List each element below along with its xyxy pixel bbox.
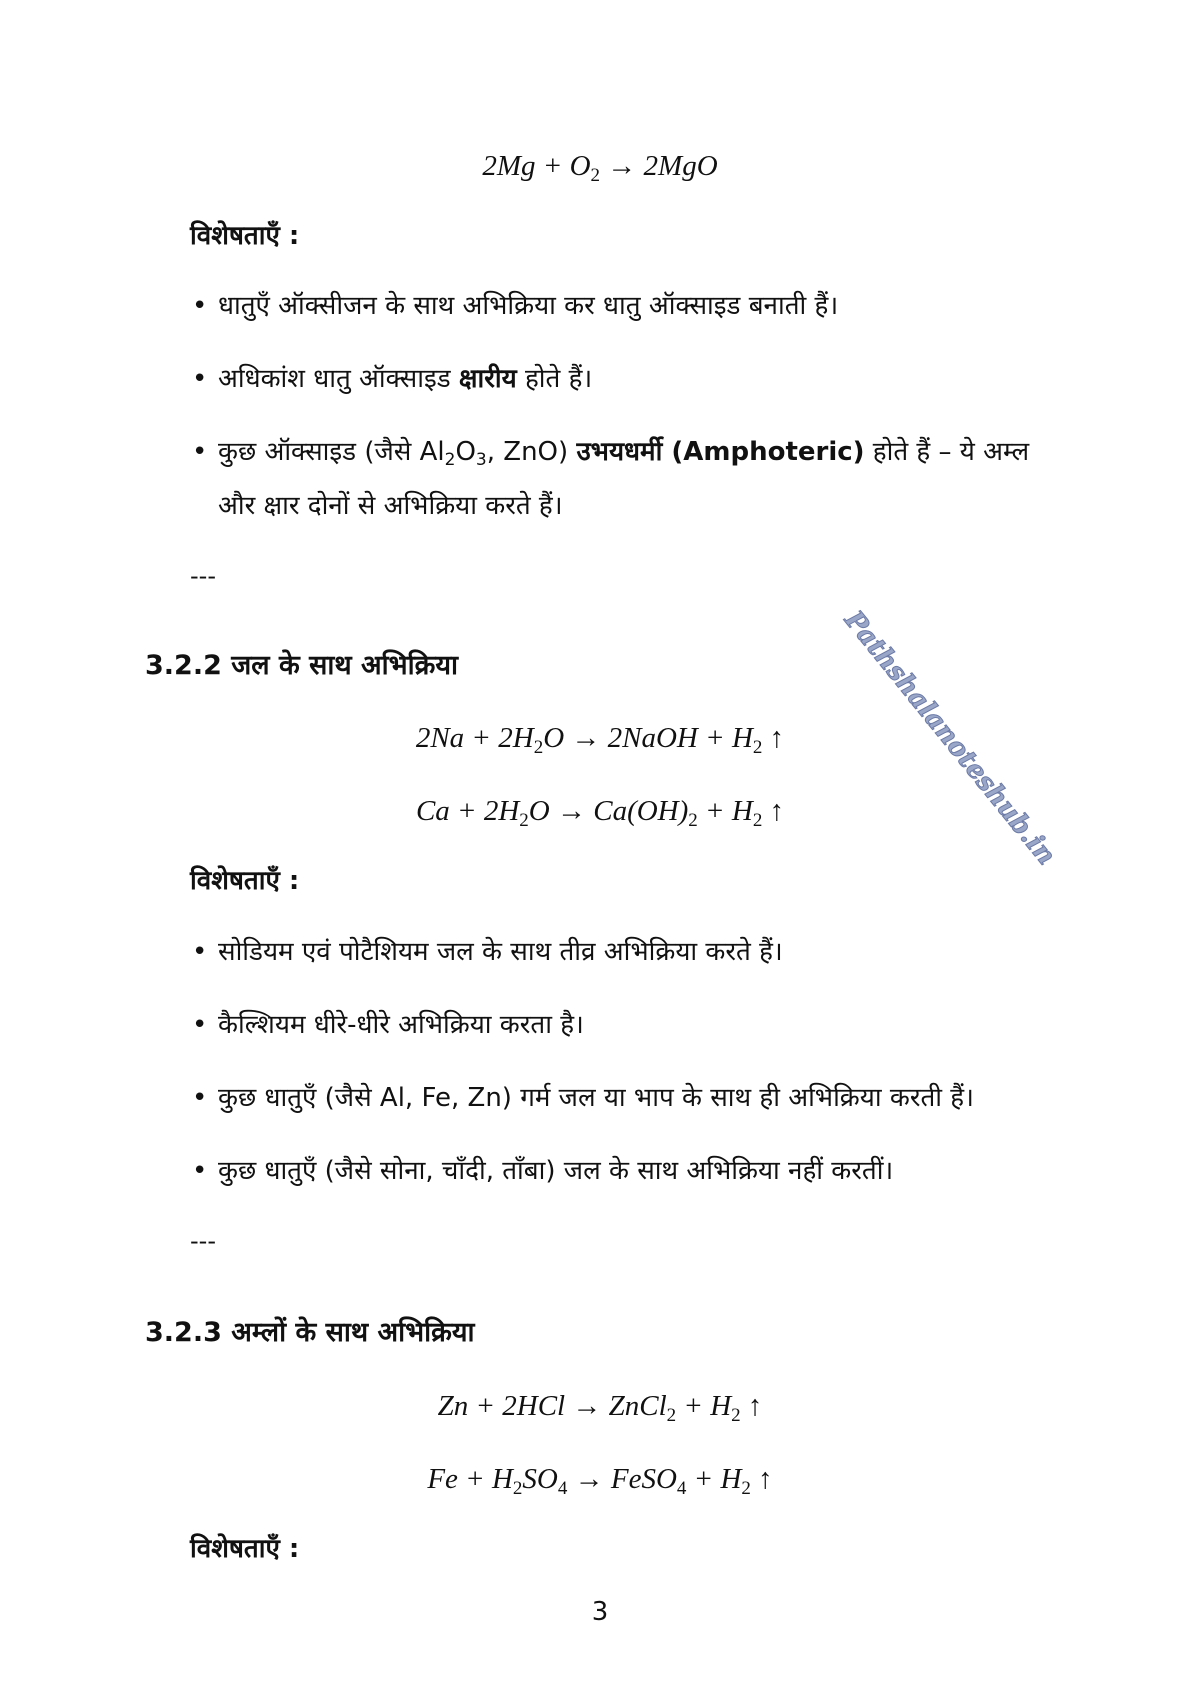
separator: --- (190, 562, 216, 590)
bullet: • (192, 1010, 208, 1040)
bold-text: उभयधर्मी (Amphoteric) (576, 437, 865, 467)
text-segment: Fe + H (427, 1463, 513, 1495)
text-segment: ↑ (762, 795, 785, 827)
text-segment: और क्षार दोनों से अभिक्रिया करते हैं। (218, 491, 563, 521)
list-item-text (218, 1153, 893, 1189)
features-heading: विशेषताएँ : (190, 866, 300, 896)
bullet: • (192, 1083, 208, 1113)
features-heading: विशेषताएँ : (190, 221, 300, 251)
text-segment: कैल्शियम धीरे-धीरे अभिक्रिया करता है। (218, 1010, 584, 1040)
text-segment: होते हैं। (516, 364, 593, 394)
text-segment: SO (522, 1463, 558, 1495)
subscript: 2 (752, 737, 763, 758)
list-item-text (218, 434, 1029, 470)
text-segment: 2Mg + O (482, 150, 591, 182)
text-segment: + H (676, 1390, 732, 1422)
subscript: 2 (512, 1478, 523, 1499)
text-segment: धातुएँ ऑक्सीजन के साथ अभिक्रिया कर धातु ऑक्साइड बनाती हैं। (218, 291, 839, 321)
subscript: 3 (475, 450, 487, 470)
subscript: 4 (557, 1478, 568, 1499)
subscript: 2 (590, 165, 601, 186)
bullet: • (192, 437, 208, 467)
subscript: 2 (752, 810, 763, 831)
bullet: • (192, 937, 208, 967)
list-item-text (218, 1080, 974, 1116)
text-segment: O → Ca(OH) (528, 795, 689, 827)
watermark-logo: Pathshalanoteshub.in (838, 605, 1062, 871)
text-segment: सोडियम एवं पोटैशियम जल के साथ तीव्र अभिक्रिया करते हैं। (218, 937, 783, 967)
text-segment: ↑ (762, 722, 785, 754)
subscript: 2 (688, 810, 698, 831)
text-segment: 2Na + 2H (415, 722, 534, 754)
equation-mg (0, 148, 1200, 184)
bold-text: क्षारीय (458, 364, 517, 394)
equation-zn (0, 1388, 1200, 1424)
text-segment: अधिकांश धातु ऑक्साइड (218, 364, 459, 394)
text-segment: O → 2NaOH + H (543, 722, 753, 754)
bullet: • (192, 1156, 208, 1186)
list-item-text (218, 488, 563, 524)
text-segment: कुछ धातुएँ (जैसे सोना, चाँदी, ताँबा) जल के साथ अभिक्रिया नहीं करतीं। (218, 1156, 894, 1186)
text-segment: कुछ ऑक्साइड (जैसे Al (218, 437, 445, 467)
equation-na (0, 720, 1200, 756)
text-segment: + H (697, 795, 753, 827)
text-segment: → 2MgO (600, 150, 718, 182)
subscript: 2 (666, 1405, 677, 1426)
text-segment: Ca + 2H (415, 795, 520, 827)
features-heading: विशेषताएँ : (190, 1534, 300, 1564)
text-segment: → FeSO (567, 1463, 677, 1495)
subscript: 2 (533, 737, 544, 758)
section-heading: 3.2.2 जल के साथ अभिक्रिया (145, 650, 459, 681)
text-segment: Zn + 2HCl → ZnCl (437, 1390, 667, 1422)
list-item-text (218, 1007, 584, 1043)
equation-fe (0, 1461, 1200, 1497)
section-heading: 3.2.3 अम्लों के साथ अभिक्रिया (145, 1317, 475, 1348)
page-number: 3 (591, 1597, 609, 1627)
list-item-text (218, 288, 838, 324)
text-segment: कुछ धातुएँ (जैसे Al, Fe, Zn) गर्म जल या भाप के साथ ही अभिक्रिया करती हैं। (218, 1083, 974, 1113)
text-segment: + H (686, 1463, 742, 1495)
separator: --- (190, 1227, 216, 1255)
text-segment: O (455, 437, 476, 467)
list-item-text (218, 361, 592, 397)
text-segment: , ZnO) (486, 437, 577, 467)
text-segment: होते हैं – ये अम्ल (864, 437, 1030, 467)
subscript: 2 (444, 450, 456, 470)
subscript: 2 (519, 810, 529, 831)
bullet: • (192, 291, 208, 321)
text-segment: ↑ (750, 1463, 773, 1495)
list-item-text (218, 934, 783, 970)
subscript: 2 (741, 1478, 751, 1499)
bullet: • (192, 364, 208, 394)
text-segment: ↑ (740, 1390, 763, 1422)
subscript: 4 (676, 1478, 687, 1499)
subscript: 2 (731, 1405, 741, 1426)
